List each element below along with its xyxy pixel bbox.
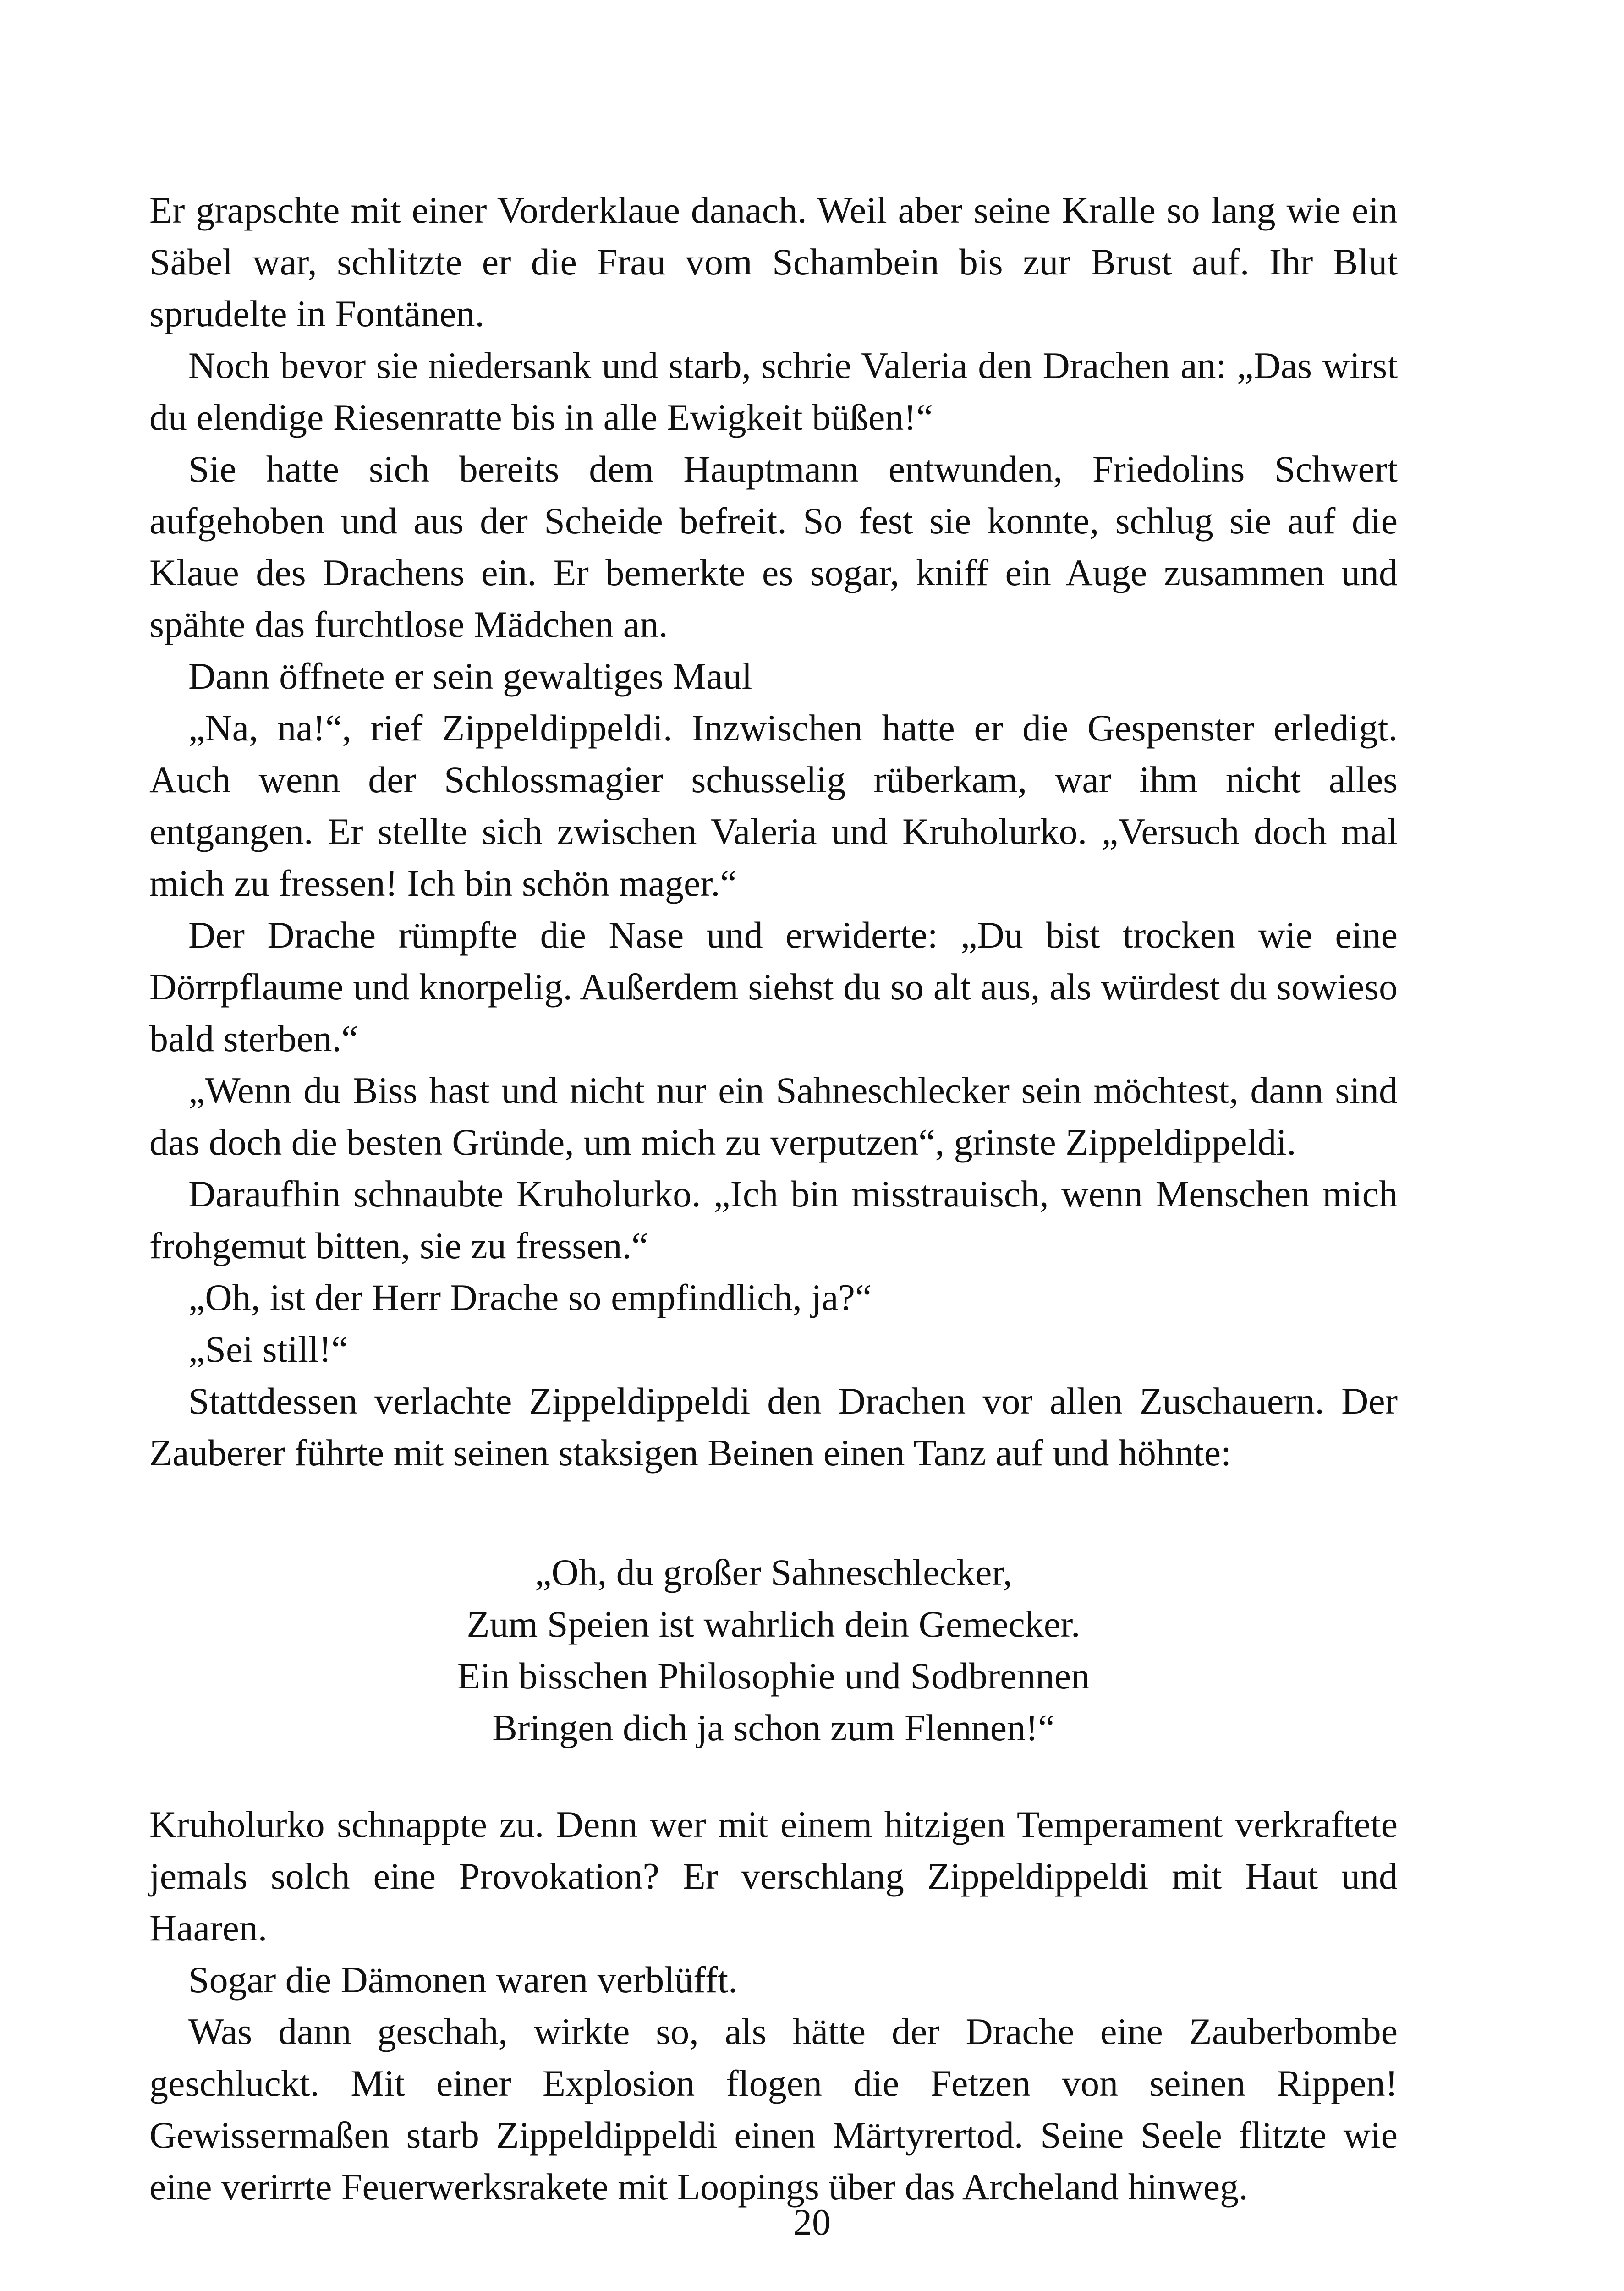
page-number: 20 bbox=[793, 2201, 831, 2243]
paragraph: „Oh, ist der Herr Drache so empfindlich, ja?“ bbox=[188, 1277, 872, 1318]
paragraph: „Wenn du Biss hast und nicht nur ein Sahneschlecker sein möchtest, dann sind das doch die besten Gründe, um mich zu verputzen“, grinste Zippeldippeldi. bbox=[149, 1069, 1398, 1163]
paragraph: Sie hatte sich bereits dem Hauptmann entwunden, Friedolins Schwert aufgehoben und aus der Scheide befreit. So fest sie konnte, schlug sie auf die Klaue des Drachens ein. Er bemerkte es sogar, kniff ein Auge zusammen und spähte das furchtlose Mädchen an. bbox=[149, 448, 1398, 645]
paragraph: Dann öffnete er sein gewaltiges Maul bbox=[188, 655, 752, 697]
paragraph: Was dann geschah, wirkte so, als hätte der Drache eine Zauberbombe geschluckt. Mit einer Explosion flogen die Fetzen von seinen Rippen! Gewissermaßen starb Zippeldippeldi einen Märtyrertod. Seine Seele flitzte wie eine verirrte Feuerwerksrakete mit Loopings über das Archeland hinweg. bbox=[149, 2011, 1398, 2208]
paragraph: Stattdessen verlachte Zippeldippeldi den Drachen vor allen Zuschauern. Der Zauberer führte mit seinen staksigen Beinen einen Tanz auf und höhnte: bbox=[149, 1380, 1398, 1474]
paragraph: Sogar die Dämonen waren verblüfft. bbox=[188, 1959, 738, 2001]
paragraph: Kruholurko schnappte zu. Denn wer mit einem hitzigen Temperament verkraftete jemals solch eine Provokation? Er verschlang Zippeldippeldi mit Haut und Haaren. bbox=[149, 1803, 1398, 1949]
body-text-top bbox=[149, 184, 1398, 1479]
paragraph: Er grapschte mit einer Vorderklaue danach. Weil aber seine Kralle so lang wie ein Säbel war, schlitzte er die Frau vom Schambein bis zur Brust auf. Ihr Blut sprudelte in Fontänen. bbox=[149, 189, 1398, 334]
poem-line: Zum Speien ist wahrlich dein Gemecker. bbox=[466, 1603, 1081, 1645]
paragraph: Daraufhin schnaubte Kruholurko. „Ich bin misstrauisch, wenn Menschen mich frohgemut bitten, sie zu fressen.“ bbox=[149, 1173, 1398, 1266]
poem-line: Bringen dich ja schon zum Flennen!“ bbox=[492, 1707, 1055, 1748]
paragraph: „Sei still!“ bbox=[188, 1328, 348, 1370]
paragraph: Noch bevor sie niedersank und starb, schrie Valeria den Drachen an: „Das wirst du elendige Riesenratte bis in alle Ewigkeit büßen!“ bbox=[149, 345, 1398, 438]
paragraph: Der Drache rümpfte die Nase und erwiderte: „Du bist trocken wie eine Dörrpflaume und knorpelig. Außerdem siehst du so alt aus, als würdest du sowieso bald sterben.“ bbox=[149, 914, 1398, 1059]
poem-line: Ein bisschen Philosophie und Sodbrennen bbox=[457, 1655, 1090, 1697]
poem-line: „Oh, du großer Sahneschlecker, bbox=[535, 1551, 1012, 1593]
poem-verse bbox=[149, 1546, 1398, 1754]
paragraph: „Na, na!“, rief Zippeldippeldi. Inzwischen hatte er die Gespenster erledigt. Auch wenn der Schlossmagier schusselig rüberkam, war ihm nicht alles entgangen. Er stellte sich zwischen Valeria und Kruholurko. „Versuch doch mal mich zu fressen! Ich bin schön mager.“ bbox=[149, 707, 1398, 904]
body-text-bottom bbox=[149, 1798, 1398, 2213]
